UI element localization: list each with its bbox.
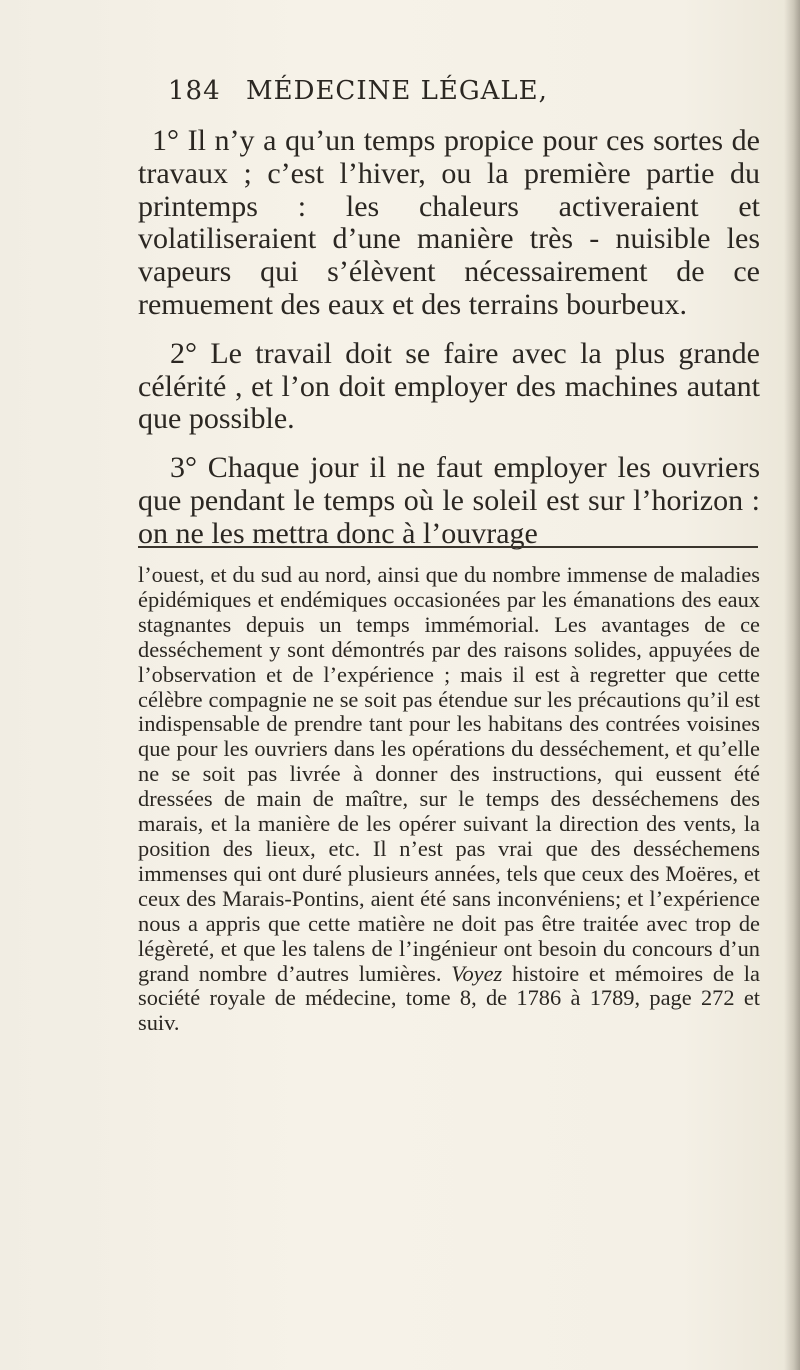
main-text [138,125,760,567]
footnote-citation: histoire et mémoires de la société royale de médecine, tome 8, de 1786 à 1789, page 272 et suiv. [138,960,760,1036]
running-header [168,76,648,106]
footnote [138,563,760,1036]
paragraph-3: 3° Chaque jour il ne faut employer les ouvriers que pendant le temps où le soleil est sur l’horizon : on ne les mettra donc à l’ouvrage [138,451,760,550]
page-edge-shadow [784,0,800,1370]
footnote-text: l’ouest, et du sud au nord, ainsi que du nombre immense de maladies épidémiques et endémiques occasionées par les émanations des eaux stagnantes depuis un temps immémorial. Les avantages de ce desséchement y sont démontrés par des raisons solides, appuyées de l’observation et de l’expérience ; mais il est à regretter que cette célèbre compagnie ne se soit pas étendue sur les précautions qu’il est indispensable de prendre tant pour les habitans des contrées voisines que pour les ouvriers dans les opérations du desséchement, et qu’elle ne se soit pas livrée à donner des instructions, qui eussent été dressées de main de maître, sur le temps des desséchemens des marais, et la manière de les opérer suivant la direction des vents, la position des lieux, etc. Il n’est pas vrai que des desséchemens immenses qui ont duré plusieurs années, tels que ceux des Moëres, et ceux des Marais-Pontins, aient été sans inconvéniens; et l’expérience nous a appris que cette matière ne doit pas être traitée avec trop de légèreté, et que les talens de l’ingénieur ont besoin du concours d’un grand nombre d’autres lumières. [138,562,760,986]
paragraph-2: 2° Le travail doit se faire avec la plus grande célérité , et l’on doit employer des machines autant que possible. [138,336,760,436]
running-title: MÉDECINE LÉGALE, [246,76,548,106]
paragraph-1: 1° Il n’y a qu’un temps propice pour ces sortes de travaux ; c’est l’hiver, ou la première partie du printemps : les chaleurs activeraient et volatiliseraient d’une manière très - nuisible les vapeurs qui s’élèvent nécessairement de ce remuement des eaux et des terrains bourbeux. [138,124,760,321]
footnote-separator-rule [138,546,758,548]
page-number: 184 [168,76,221,106]
footnote-paragraph [138,563,760,1036]
footnote-reference-italic: Voyez [451,960,503,986]
